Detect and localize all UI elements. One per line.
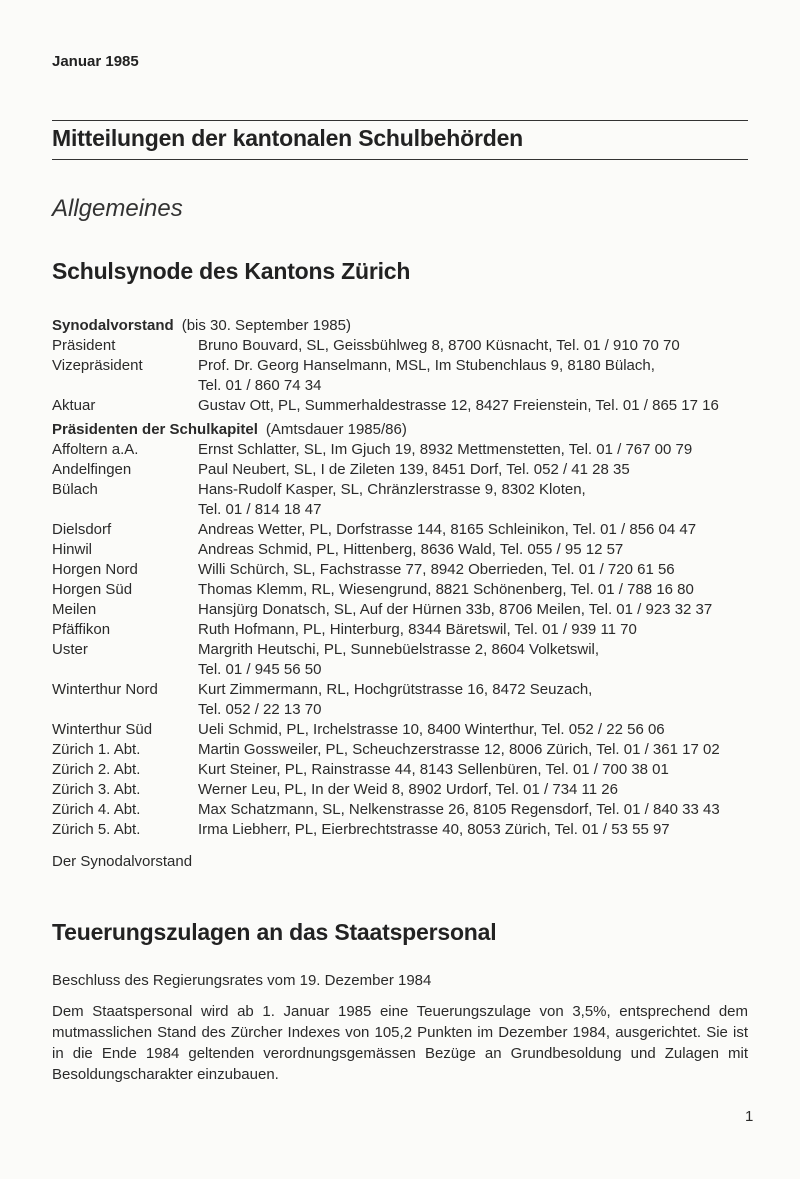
header-date: Januar 1985 (52, 53, 139, 70)
vorstand-role: Präsident (52, 337, 116, 354)
kapitel-row (52, 660, 752, 680)
kapitel-row-text: Tel. 01 / 814 18 47 (198, 501, 322, 518)
kapitel-heading: Präsidenten der Schulkapitel (52, 421, 258, 438)
kapitel-name: Dielsdorf (52, 521, 112, 538)
teuerung-title: Teuerungszulagen an das Staatspersonal (52, 919, 497, 945)
kapitel-name: Zürich 5. Abt. (52, 821, 141, 838)
kapitel-name: Uster (52, 641, 88, 658)
kapitel-row (52, 460, 752, 480)
section-label: Allgemeines (52, 195, 183, 222)
kapitel-name: Winterthur Nord (52, 681, 158, 698)
kapitel-name: Affoltern a.A. (52, 441, 139, 458)
vorstand-row (52, 336, 752, 356)
kapitel-row (52, 560, 752, 580)
synode-title: Schulsynode des Kantons Zürich (52, 258, 411, 284)
synode-signature: Der Synodalvorstand (52, 853, 193, 870)
kapitel-row (52, 760, 752, 780)
kapitel-row (52, 720, 752, 740)
kapitel-note: (Amtsdauer 1985/86) (265, 421, 407, 438)
kapitel-row-text: Hansjürg Donatsch, SL, Auf der Hürnen 33b, 8706 Meilen, Tel. 01 / 923 32 37 (198, 601, 713, 618)
kapitel-name: Bülach (52, 481, 98, 498)
kapitel-row-text: Max Schatzmann, SL, Nelkenstrasse 26, 8105 Regensdorf, Tel. 01 / 840 33 43 (198, 801, 720, 818)
kapitel-row (52, 620, 752, 640)
kapitel-name: Winterthur Süd (52, 721, 153, 738)
vorstand-list (52, 336, 752, 416)
kapitel-row-text: Andreas Schmid, PL, Hittenberg, 8636 Wald, Tel. 055 / 95 12 57 (198, 541, 624, 558)
vorstand-heading-row (52, 316, 752, 336)
vorstand-note: (bis 30. September 1985) (181, 317, 351, 334)
title-rule-bottom (52, 159, 748, 160)
kapitel-name: Zürich 2. Abt. (52, 761, 141, 778)
kapitel-row (52, 500, 752, 520)
vorstand-row (52, 396, 752, 416)
teuerung-paragraph: Dem Staatspersonal wird ab 1. Januar 1985 eine Teuerungszulage von 3,5%, entsprechend dem mutmasslichen Stand des Zürcher Indexes von 105,2 Punkten im Dezember 1984, ausgerichtet. Sie ist in die Ende 1984 geltenden verordnungsgemässen Bezüge an Grundbesoldung und Zulagen mit Besoldungscharakter einzubauen. (52, 1003, 748, 1083)
kapitel-name: Horgen Nord (52, 561, 138, 578)
kapitel-row-text: Ueli Schmid, PL, Irchelstrasse 10, 8400 Winterthur, Tel. 052 / 22 56 06 (198, 721, 665, 738)
kapitel-row (52, 780, 752, 800)
kapitel-row-text: Margrith Heutschi, PL, Sunnebüelstrasse 2, 8604 Volketswil, (198, 641, 600, 658)
synodalvorstand-block (52, 316, 752, 872)
kapitel-row (52, 820, 752, 840)
page-number: 1 (745, 1108, 754, 1125)
kapitel-row (52, 700, 752, 720)
kapitel-name: Zürich 4. Abt. (52, 801, 141, 818)
kapitel-row (52, 440, 752, 460)
vorstand-row (52, 376, 752, 396)
kapitel-name (52, 660, 198, 680)
kapitel-name: Pfäffikon (52, 621, 111, 638)
kapitel-row-text: Tel. 052 / 22 13 70 (198, 701, 322, 718)
vorstand-row-text: Prof. Dr. Georg Hanselmann, MSL, Im Stubenchlaus 9, 8180 Bülach, (198, 357, 655, 374)
kapitel-row-text: Willi Schürch, SL, Fachstrasse 77, 8942 Oberrieden, Tel. 01 / 720 61 56 (198, 561, 675, 578)
kapitel-row (52, 580, 752, 600)
kapitel-name: Meilen (52, 601, 97, 618)
vorstand-heading: Synodalvorstand (52, 317, 174, 334)
vorstand-row-text: Tel. 01 / 860 74 34 (198, 377, 322, 394)
kapitel-name (52, 500, 198, 520)
teuerung-beschluss: Beschluss des Regierungsrates vom 19. Dezember 1984 (52, 972, 432, 989)
kapitel-name: Andelfingen (52, 461, 132, 478)
kapitel-name: Hinwil (52, 541, 93, 558)
vorstand-role: Aktuar (52, 397, 96, 414)
kapitel-row-text: Werner Leu, PL, In der Weid 8, 8902 Urdorf, Tel. 01 / 734 11 26 (198, 781, 618, 798)
vorstand-role (52, 376, 198, 396)
kapitel-heading-row (52, 420, 752, 440)
kapitel-name: Horgen Süd (52, 581, 133, 598)
kapitel-row-text: Irma Liebherr, PL, Eierbrechtstrasse 40, 8053 Zürich, Tel. 01 / 53 55 97 (198, 821, 670, 838)
kapitel-row-text: Ruth Hofmann, PL, Hinterburg, 8344 Bäretswil, Tel. 01 / 939 11 70 (198, 621, 637, 638)
kapitel-row (52, 600, 752, 620)
kapitel-row-text: Hans-Rudolf Kasper, SL, Chränzlerstrasse 9, 8302 Kloten, (198, 481, 586, 498)
vorstand-row-text: Gustav Ott, PL, Summerhaldestrasse 12, 8427 Freienstein, Tel. 01 / 865 17 16 (198, 397, 719, 414)
kapitel-row (52, 800, 752, 820)
kapitel-row-text: Kurt Zimmermann, RL, Hochgrütstrasse 16, 8472 Seuzach, (198, 681, 593, 698)
kapitel-row (52, 480, 752, 500)
kapitel-row (52, 740, 752, 760)
kapitel-row-text: Andreas Wetter, PL, Dorfstrasse 144, 8165 Schleinikon, Tel. 01 / 856 04 47 (198, 521, 697, 538)
main-title: Mitteilungen der kantonalen Schulbehörden (52, 125, 524, 151)
kapitel-row (52, 640, 752, 660)
kapitel-row-text: Kurt Steiner, PL, Rainstrasse 44, 8143 Sellenbüren, Tel. 01 / 700 38 01 (198, 761, 669, 778)
kapitel-row (52, 520, 752, 540)
kapitel-row (52, 540, 752, 560)
kapitel-name: Zürich 1. Abt. (52, 741, 141, 758)
kapitel-row-text: Tel. 01 / 945 56 50 (198, 661, 322, 678)
vorstand-row (52, 356, 752, 376)
kapitel-row-text: Thomas Klemm, RL, Wiesengrund, 8821 Schönenberg, Tel. 01 / 788 16 80 (198, 581, 694, 598)
vorstand-role: Vizepräsident (52, 357, 143, 374)
kapitel-row-text: Martin Gossweiler, PL, Scheuchzerstrasse 12, 8006 Zürich, Tel. 01 / 361 17 02 (198, 741, 720, 758)
kapitel-name (52, 700, 198, 720)
kapitel-row-text: Paul Neubert, SL, I de Zileten 139, 8451 Dorf, Tel. 052 / 41 28 35 (198, 461, 630, 478)
title-rule-top (52, 120, 748, 121)
kapitel-list (52, 440, 752, 840)
kapitel-name: Zürich 3. Abt. (52, 781, 141, 798)
kapitel-row (52, 680, 752, 700)
vorstand-row-text: Bruno Bouvard, SL, Geissbühlweg 8, 8700 Küsnacht, Tel. 01 / 910 70 70 (198, 337, 680, 354)
kapitel-row-text: Ernst Schlatter, SL, Im Gjuch 19, 8932 Mettmenstetten, Tel. 01 / 767 00 79 (198, 441, 693, 458)
